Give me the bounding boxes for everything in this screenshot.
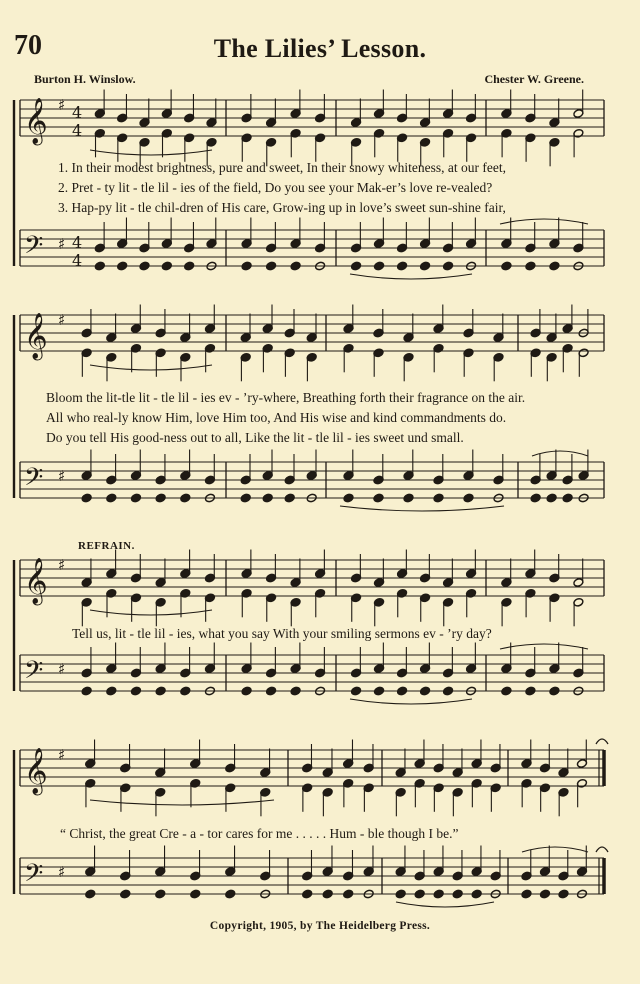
note-head	[117, 261, 128, 271]
verse-1-line-1: 1. In their modest brightness, pure and sweet, In their snowy whiteness, at our feet,	[58, 160, 507, 175]
tie-slur	[90, 610, 212, 615]
tie-slur	[522, 847, 588, 852]
note-head	[397, 686, 408, 696]
note-head	[266, 261, 277, 271]
tie-slur	[90, 800, 274, 805]
note-head	[155, 889, 166, 899]
note-head	[130, 686, 141, 696]
note-head	[549, 686, 560, 696]
note-head	[433, 889, 444, 899]
note-head	[397, 261, 408, 271]
time-signature: 4	[72, 251, 83, 270]
hymn-number: 70	[14, 30, 42, 61]
treble-clef: 𝄞	[24, 748, 48, 794]
note-head	[343, 493, 354, 503]
key-signature-sharp: ♯	[58, 660, 66, 678]
note-head	[130, 493, 141, 503]
composer-credit: Chester W. Greene.	[484, 72, 584, 86]
tie-slur	[90, 365, 212, 370]
note-head	[284, 493, 295, 503]
note-head	[180, 493, 191, 503]
tie-slur	[500, 219, 588, 224]
bass-clef: 𝄢	[24, 859, 44, 894]
note-head	[351, 261, 362, 271]
note-head	[240, 493, 251, 503]
tie-slur	[350, 274, 472, 279]
note-head	[155, 493, 166, 503]
note-head	[549, 261, 560, 271]
fermata	[596, 739, 608, 744]
note-head	[403, 493, 414, 503]
lyricist-credit: Burton H. Winslow.	[34, 72, 136, 86]
note-head	[562, 493, 573, 503]
bass-clef: 𝄢	[24, 231, 44, 266]
note-head	[452, 889, 463, 899]
note-head	[343, 889, 354, 899]
key-signature-sharp: ♯	[58, 556, 66, 574]
note-head	[395, 889, 406, 899]
note-head	[539, 889, 550, 899]
note-head	[414, 889, 425, 899]
key-signature-sharp: ♯	[58, 96, 66, 114]
key-signature-sharp: ♯	[58, 235, 66, 253]
note-head	[322, 889, 333, 899]
tie-slur	[90, 150, 212, 155]
note-head	[94, 261, 105, 271]
note-head	[525, 686, 536, 696]
time-signature: 4	[72, 233, 83, 252]
note-head	[471, 889, 482, 899]
refrain-line-1: Tell us, lit - tle lil - ies, what you say With your smiling sermons ev - ’ry day?	[72, 626, 492, 641]
note-head	[190, 889, 201, 899]
bass-clef: 𝄢	[24, 656, 44, 691]
note-head	[558, 889, 569, 899]
note-head	[290, 686, 301, 696]
note-head	[420, 686, 431, 696]
note-head	[106, 686, 117, 696]
key-signature-sharp: ♯	[58, 311, 66, 329]
note-head	[262, 493, 273, 503]
note-head	[501, 686, 512, 696]
key-signature-sharp: ♯	[58, 746, 66, 764]
note-head	[139, 261, 150, 271]
treble-clef: 𝄞	[24, 558, 48, 604]
treble-clef: 𝄞	[24, 313, 48, 359]
note-head	[241, 686, 252, 696]
tie-slur	[396, 902, 494, 907]
refrain-line-2: “ Christ, the great Cre - a - tor cares for me . . . . . Hum - ble though I be.”	[60, 826, 459, 841]
bass-clef: 𝄢	[24, 463, 44, 498]
note-head	[180, 686, 191, 696]
verse-3-line-2: Do you tell His good-ness out to all, Like the lit - tle lil - ies sweet und small.	[46, 430, 464, 445]
note-head	[546, 493, 557, 503]
note-head	[530, 493, 541, 503]
copyright-notice: Copyright, 1905, by The Heidelberg Press.	[209, 920, 431, 932]
note-head	[81, 493, 92, 503]
verse-2-line-2: All who real-ly know Him, love Him too, And His wise and kind commandments do.	[46, 410, 507, 425]
note-head	[120, 889, 131, 899]
note-head	[155, 686, 166, 696]
note-head	[521, 889, 532, 899]
time-signature: 4	[72, 121, 83, 140]
note-head	[184, 261, 195, 271]
verse-2-line-1: 2. Pret - ty lit - tle lil - ies of the field, Do you see your Mak-er’s love re-vealed?	[58, 180, 493, 195]
key-signature-sharp: ♯	[58, 467, 66, 485]
note-head	[161, 261, 172, 271]
note-head	[433, 493, 444, 503]
note-head	[501, 261, 512, 271]
refrain-label: REFRAIN.	[78, 540, 135, 552]
note-head	[525, 261, 536, 271]
note-head	[351, 686, 362, 696]
verse-3-line-1: 3. Hap-py lit - tle chil-dren of His care, Grow-ing up in love’s sweet sun-shine fair,	[58, 200, 506, 215]
key-signature-sharp: ♯	[58, 863, 66, 881]
note-head	[374, 686, 385, 696]
tie-slur	[340, 506, 504, 511]
note-head	[266, 686, 277, 696]
tie-slur	[350, 699, 472, 704]
note-head	[106, 493, 117, 503]
note-head	[420, 261, 431, 271]
note-head	[374, 261, 385, 271]
note-head	[290, 261, 301, 271]
note-head	[225, 889, 236, 899]
note-head	[302, 889, 313, 899]
note-head	[443, 261, 454, 271]
note-head	[241, 261, 252, 271]
fermata	[596, 847, 608, 852]
treble-clef: 𝄞	[24, 98, 48, 144]
time-signature: 4	[72, 103, 83, 122]
hymn-title: The Lilies’ Lesson.	[213, 34, 427, 63]
note-head	[81, 686, 92, 696]
note-head	[443, 686, 454, 696]
tie-slur	[500, 644, 588, 649]
verse-1-line-2: Bloom the lit-tle lit - tle lil - ies ev - ’ry-where, Breathing forth their fragrance on the air.	[46, 390, 526, 405]
note-head	[373, 493, 384, 503]
note-head	[463, 493, 474, 503]
note-head	[85, 889, 96, 899]
